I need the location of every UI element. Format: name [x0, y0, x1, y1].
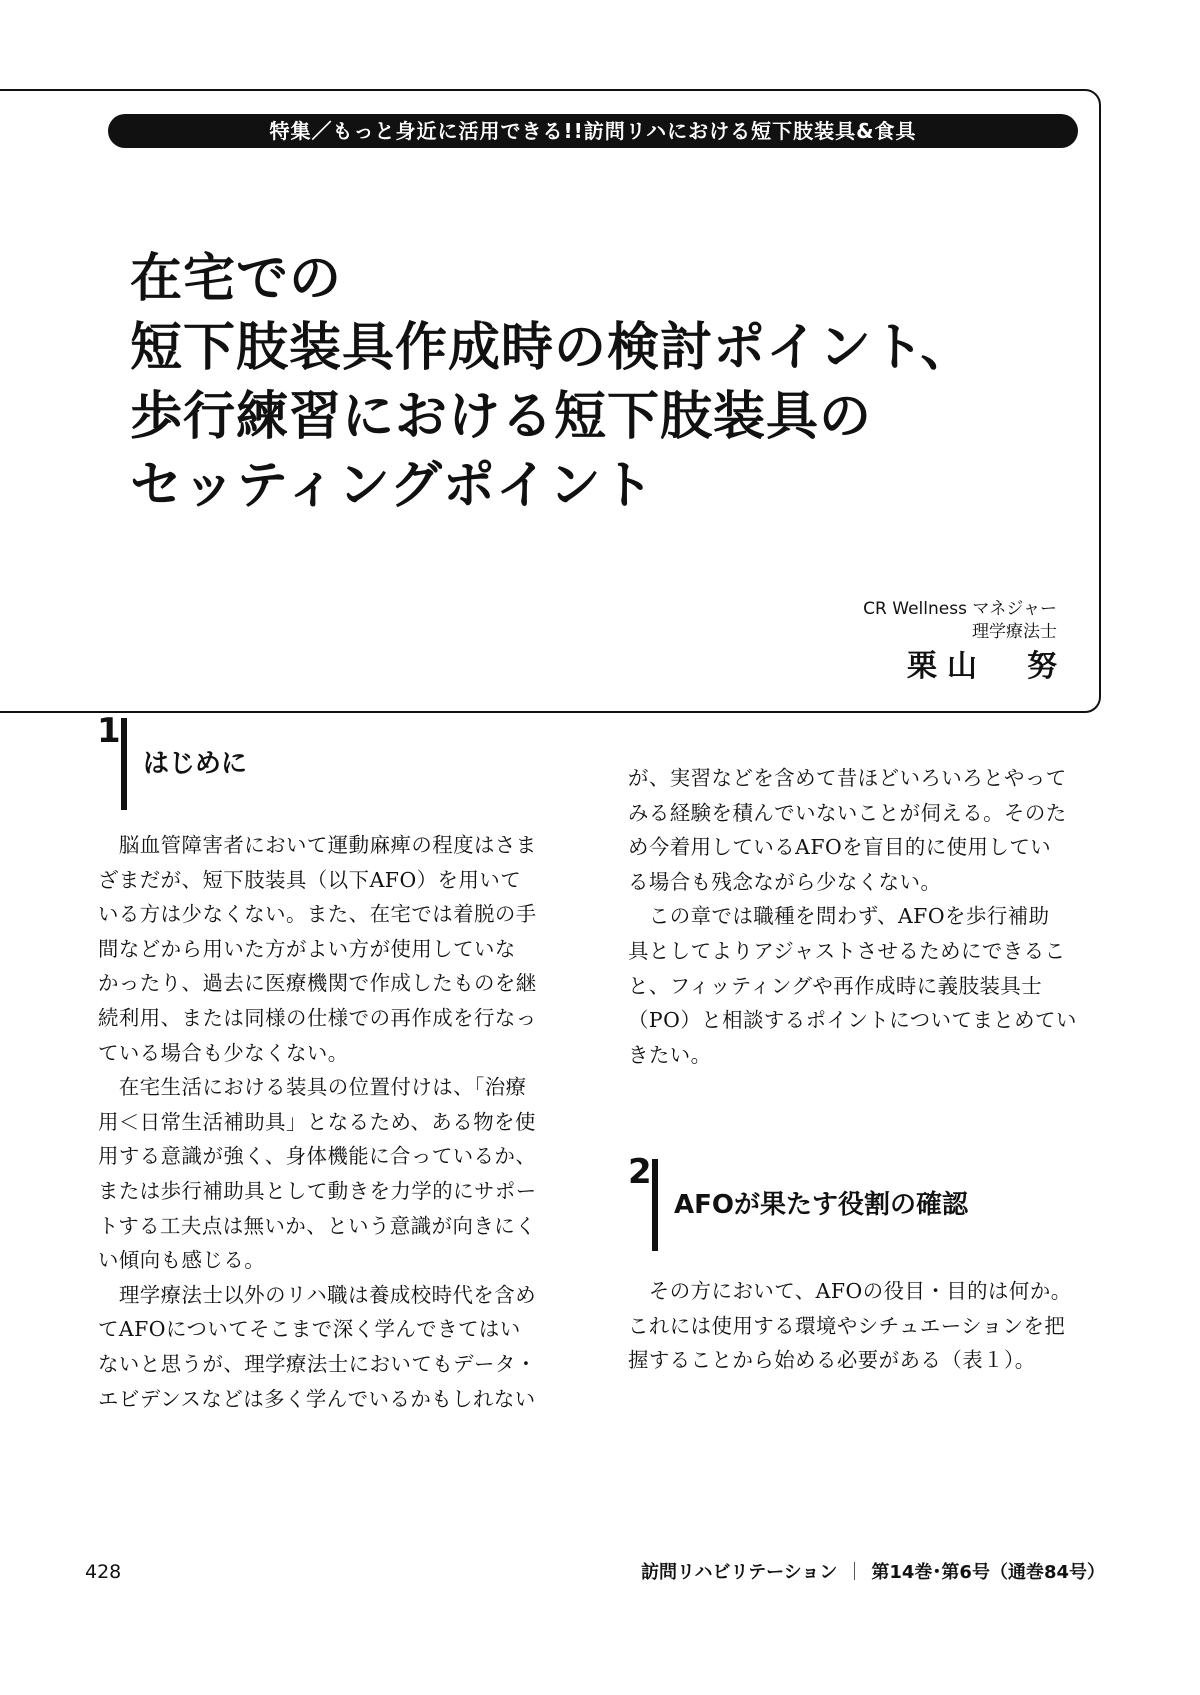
footer-separator: ｜	[845, 1562, 864, 1583]
text-line: 在宅生活における装具の位置付けは、「治療	[98, 1075, 527, 1100]
text-line: ないと思うが、理学療法士においてもデータ・	[98, 1351, 537, 1376]
page-number: 428	[85, 1561, 122, 1583]
title-line: セッティングポイント	[130, 456, 655, 516]
text-line: みる経験を積んでいないことが伺える。そのた	[628, 800, 1067, 825]
text-line: ている場合も少なくない。	[98, 1040, 349, 1065]
text-line: が、実習などを含めて昔ほどいろいろとやって	[628, 766, 1067, 790]
text-line: 握することから始める必要がある（表１）。	[628, 1348, 1036, 1373]
section-title: はじめに	[143, 749, 248, 779]
text-line: め今着用しているAFOを盲目的に使用してい	[628, 835, 1052, 860]
text-line: または歩行補助具として動きを力学的にサポー	[98, 1178, 537, 1203]
text-line: ざまだが、短下肢装具（以下AFO）を用いて	[98, 867, 522, 892]
section-bar	[121, 718, 127, 810]
author-name: 栗山 努	[907, 649, 1067, 684]
text-line: いる方は少なくない。また、在宅では着脱の手	[98, 902, 537, 927]
text-line: この章では職種を問わず、AFOを歩行補助	[628, 904, 1050, 929]
section-number: 2	[628, 1152, 652, 1192]
text-line: きたい。	[628, 1042, 712, 1067]
text-line: い傾向も感じる。	[98, 1248, 266, 1273]
section-2-text	[628, 1274, 1072, 1378]
text-line: かったり、過去に医療機関で作成したものを継	[98, 971, 537, 996]
text-line: その方において、AFOの役目・目的は何か。	[628, 1279, 1072, 1303]
author-block	[863, 598, 1067, 690]
text-line: てAFOについてそこまで深く学んできてはい	[98, 1317, 521, 1342]
text-line: エビデンスなどは多く学んでいるかもしれない	[98, 1386, 536, 1411]
text-line: る場合も残念ながら少なくない。	[628, 869, 942, 894]
text-line: 用＜日常生活補助具」となるため、ある物を使	[98, 1109, 536, 1134]
text-line: 用する意識が強く、身体機能に合っているか、	[98, 1144, 537, 1169]
text-line: これには使用する環境やシチュエーションを把	[628, 1313, 1066, 1338]
text-line: 具としてよりアジャストさせるためにできるこ	[628, 938, 1066, 963]
left-column-text	[98, 828, 537, 1416]
section-number: 1	[97, 711, 121, 751]
right-column-text	[628, 761, 1077, 1072]
section-bar	[652, 1159, 658, 1251]
text-line: 間などから用いた方がよい方が使用していな	[98, 936, 516, 961]
issue-info: 第14巻･第6号（通巻84号）	[871, 1562, 1105, 1583]
feature-banner: 特集／もっと身近に活用できる!!訪問リハにおける短下肢装具&食具	[108, 114, 1078, 148]
text-line: 脳血管障害者において運動麻痺の程度はさま	[98, 833, 537, 857]
text-line: と、フィッティングや再作成時に義肢装具士	[628, 973, 1043, 998]
text-line: トする工夫点は無いか、という意識が向きにく	[98, 1213, 537, 1238]
author-profession: 理学療法士	[972, 622, 1057, 642]
section-2-heading	[628, 1152, 1098, 1255]
section-title: AFOが果たす役割の確認	[674, 1190, 968, 1220]
title-line: 短下肢装具作成時の検討ポイント、	[130, 318, 974, 378]
title-line: 歩行練習における短下肢装具の	[130, 387, 873, 447]
author-affiliation: CR Wellness マネジャー	[863, 599, 1057, 619]
running-footer	[641, 1558, 1105, 1584]
journal-name: 訪問リハビリテーション	[640, 1562, 838, 1583]
text-line: 続利用、または同様の仕様での再作成を行なっ	[98, 1005, 537, 1030]
text-line: 理学療法士以外のリハ職は養成校時代を含め	[98, 1282, 537, 1307]
section-1-heading	[97, 711, 517, 814]
article-title	[130, 245, 973, 521]
title-line: 在宅での	[130, 249, 343, 309]
text-line: （PO）と相談するポイントについてまとめてい	[628, 1008, 1077, 1033]
